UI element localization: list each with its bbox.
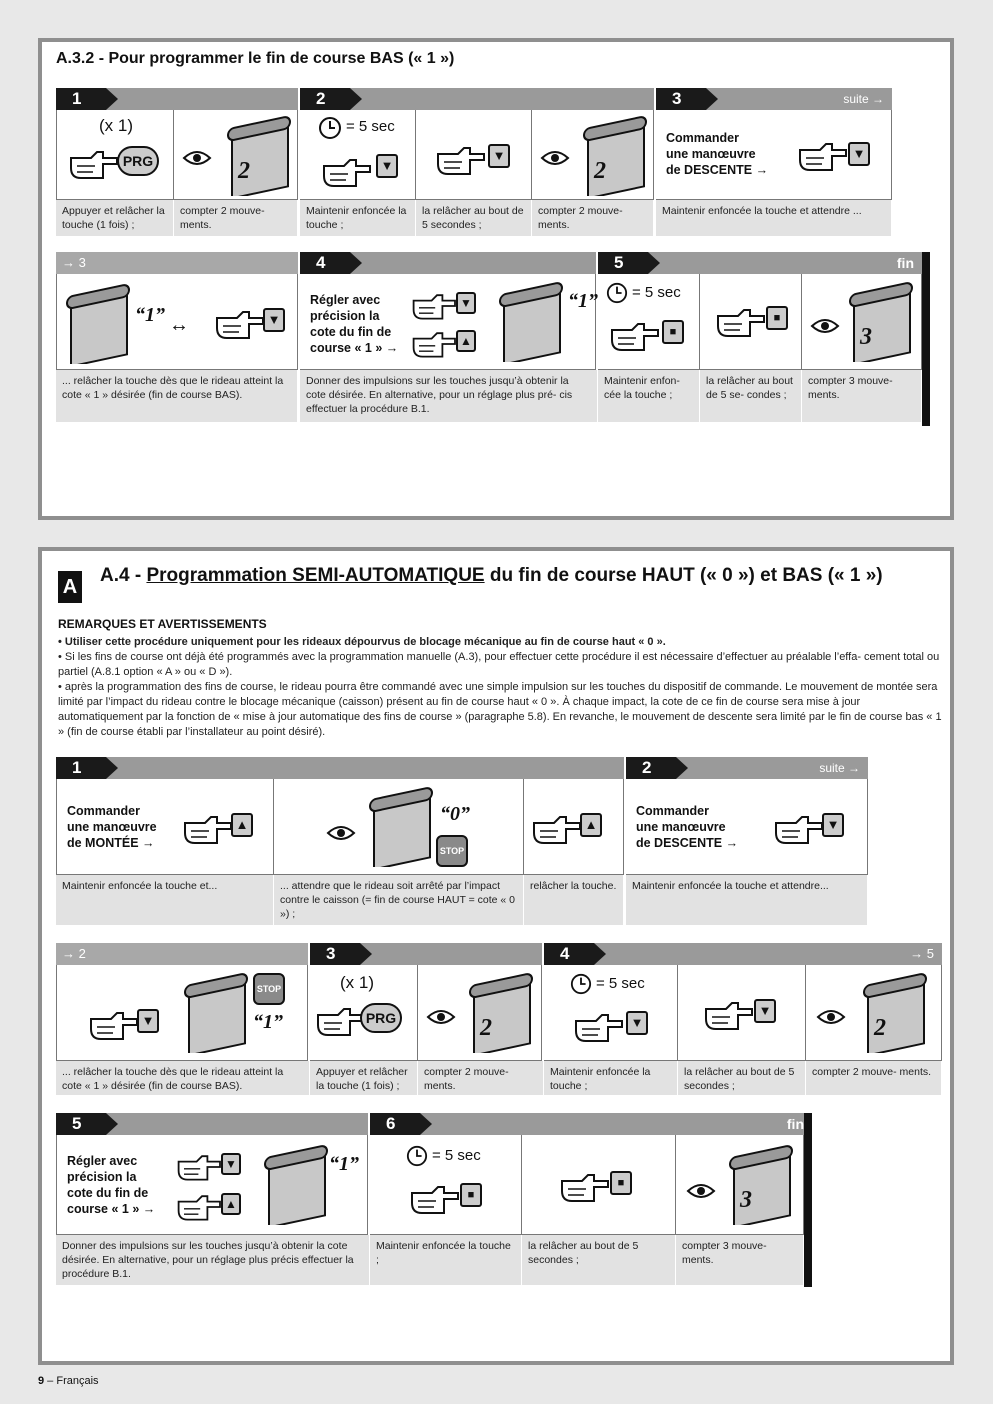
section-a4-panel (38, 547, 954, 1365)
down-button[interactable]: ▼ (822, 813, 844, 837)
step-cell (676, 1135, 804, 1235)
limit-label: “1” (253, 1011, 283, 1033)
step-cell (524, 779, 624, 875)
instruction-line: Régler avec (67, 1154, 138, 1168)
step-cell (174, 110, 298, 200)
blind-icon (580, 116, 650, 196)
title-suffix: du fin de course HAUT (« 0 ») et BAS (« 1 ») (484, 565, 883, 586)
caption: la relâcher au bout de 5 secondes ; (678, 1061, 806, 1095)
step-header (56, 757, 624, 779)
caption: Appuyer et relâcher la touche (1 fois) ; (56, 200, 174, 236)
blind-icon (366, 787, 436, 867)
movement-count: 2 (238, 158, 250, 184)
caption: ... attendre que le rideau soit arrêté par l’impact contre le caisson (= fin de course HAUT = cote « 0 ») ; (274, 875, 524, 925)
step-header (300, 88, 654, 110)
step-number: 3 (656, 88, 706, 110)
step-header (656, 88, 892, 110)
duration-label: = 5 sec (632, 284, 681, 301)
movement-count: 2 (874, 1015, 886, 1041)
instruction-line: course « 1 » → (67, 1202, 156, 1216)
caption: la relâcher au bout de 5 secondes ; (522, 1235, 676, 1285)
duration-label: = 5 sec (346, 118, 395, 135)
prg-button[interactable]: PRG (117, 146, 159, 176)
hand-icon (608, 316, 668, 356)
movement-count: 2 (480, 1015, 492, 1041)
remarks-heading: REMARQUES ET AVERTISSEMENTS (58, 617, 267, 631)
suite-label: suite → (843, 92, 884, 106)
eye-icon (426, 1007, 456, 1027)
blind-icon (181, 973, 251, 1053)
step-cell (700, 274, 802, 370)
step-header (300, 252, 596, 274)
instruction-line: Commander (636, 804, 709, 818)
up-button[interactable]: ▲ (231, 813, 253, 837)
step-number: 4 (544, 943, 594, 965)
down-button[interactable]: ▼ (137, 1009, 159, 1033)
down-button[interactable]: ▼ (456, 292, 476, 314)
caption: Maintenir enfoncée la touche ; (300, 200, 416, 236)
down-button[interactable]: ▼ (488, 144, 510, 168)
instruction-line: de MONTÉE → (67, 836, 155, 850)
instruction-line: précision la (67, 1170, 137, 1184)
title-prefix: A.4 - (100, 565, 147, 586)
step-cell (532, 110, 654, 200)
blind-icon (726, 1145, 796, 1225)
down-button[interactable]: ▼ (626, 1011, 648, 1035)
caption: Maintenir enfoncée la touche et attendre ... (656, 200, 892, 236)
hand-icon (434, 140, 494, 180)
next-label: → 5 (910, 946, 934, 961)
step-cell (416, 110, 532, 200)
eye-icon (540, 148, 570, 168)
suite-label: suite → (819, 761, 860, 775)
caption: compter 2 mouve- ments. (806, 1061, 942, 1095)
step-cell (802, 274, 922, 370)
limit-label: “1” (135, 304, 165, 326)
hand-icon (408, 1179, 468, 1219)
movement-count: 3 (860, 324, 872, 350)
caption: Maintenir enfon- cée la touche ; (598, 370, 700, 422)
double-arrow-icon: ↔ (169, 314, 189, 336)
step-cell (598, 274, 700, 370)
step-header (56, 1113, 368, 1135)
step-cell (522, 1135, 676, 1235)
instruction-line: Commander (67, 804, 140, 818)
instruction-line: une manœuvre (666, 147, 756, 161)
stop-sign-icon: STOP (436, 835, 468, 867)
eye-icon (686, 1181, 716, 1201)
title-underlined: Programmation SEMI-AUTOMATIQUE (146, 565, 485, 586)
step-cell (56, 965, 308, 1061)
page-footer (38, 1375, 99, 1387)
blind-icon (466, 973, 536, 1053)
instruction-line: précision la (310, 309, 380, 323)
step-header (598, 252, 922, 274)
section-a32-title: A.3.2 - Pour programmer le fin de course BAS (« 1 ») (56, 50, 455, 67)
caption: Maintenir enfoncée la touche ; (544, 1061, 678, 1095)
step-number: 2 (300, 88, 350, 110)
duration-label: = 5 sec (596, 975, 645, 992)
repeat-count: (x 1) (340, 973, 374, 992)
caption: Appuyer et relâcher la touche (1 fois) ; (310, 1061, 418, 1095)
step-header (310, 943, 542, 965)
step-number: 6 (370, 1113, 420, 1135)
caption: la relâcher au bout de 5 se- condes ; (700, 370, 802, 422)
blind-icon (261, 1145, 331, 1225)
movement-count: 2 (594, 158, 606, 184)
step-cell (678, 965, 806, 1061)
section-a32-panel (38, 38, 954, 520)
step-header (56, 88, 298, 110)
stop-button[interactable]: ■ (460, 1183, 482, 1207)
step-cell (626, 779, 868, 875)
step-cell (56, 1135, 368, 1235)
a32-row2 (56, 252, 930, 426)
caption: Donner des impulsions sur les touches jusqu’à obtenir la cote désirée. En alternative, pour un réglage plus pré- cis effectuer la procédure B.1. (300, 370, 598, 422)
step-number: 2 (626, 757, 676, 779)
hand-icon (714, 302, 774, 342)
step-header (370, 1113, 812, 1135)
step-number: 1 (56, 757, 106, 779)
step-cell (310, 965, 418, 1061)
remark-item: • après la programmation des fins de course, le rideau pourra être commandé avec une simple impulsion sur les touches du dispositif de commande. Le mouvement de montée sera limité par l’impact du rideau contre le blocage mécanique (caisson) présent au fin de course haut « 0 ». À chaque impact, la cote de ce fin de course sera mise à jour automatiquement par la fonction de « mise à jour automatique des fins de course » (paragraphe 5.8). En revanche, le mouvement de descente sera limité par le fin de course bas « 1 » (fin de course établi par l’installateur au point désiré). (58, 681, 942, 738)
step-number: 1 (56, 88, 106, 110)
caption: compter 2 mouve- ments. (532, 200, 654, 236)
hand-icon (320, 152, 380, 192)
a4-row3 (56, 1113, 812, 1287)
blind-icon (63, 284, 133, 364)
eye-icon (182, 148, 212, 168)
step-cell (56, 274, 298, 370)
caption: compter 2 mouve- ments. (174, 200, 298, 236)
instruction-line: une manœuvre (636, 820, 726, 834)
caption: compter 2 mouve- ments. (418, 1061, 544, 1095)
down-button[interactable]: ▼ (848, 142, 870, 166)
repeat-count: (x 1) (99, 116, 133, 135)
clock-icon (318, 116, 342, 140)
eye-icon (326, 823, 356, 843)
clock-icon (570, 973, 592, 995)
step-cell (300, 274, 596, 370)
step-cell (370, 1135, 522, 1235)
duration-label: = 5 sec (432, 1147, 481, 1164)
down-button[interactable]: ▼ (263, 308, 285, 332)
a4-row2 (56, 943, 942, 1095)
section-badge: A (58, 571, 82, 603)
down-button[interactable]: ▼ (221, 1153, 241, 1175)
step-cell (274, 779, 524, 875)
instruction-line: de DESCENTE → (636, 836, 739, 850)
page-number: 9 (38, 1375, 45, 1387)
continuation-header (56, 943, 308, 965)
down-button[interactable]: ▼ (376, 154, 398, 178)
instruction-line: Commander (666, 131, 739, 145)
movement-count: 3 (740, 1187, 752, 1213)
instruction-line: de DESCENTE → (666, 163, 769, 177)
blind-icon (224, 116, 294, 196)
caption: ... relâcher la touche dès que le rideau atteint la cote « 1 » désirée (fin de course BAS). (56, 1061, 310, 1095)
caption: relâcher la touche. (524, 875, 624, 925)
instruction-line: cote du fin de (67, 1186, 149, 1200)
caption: Maintenir enfoncée la touche ; (370, 1235, 522, 1285)
a32-row1 (56, 88, 892, 238)
step-header (544, 943, 942, 965)
caption: compter 3 mouve- ments. (802, 370, 922, 422)
stop-sign-icon: STOP (253, 973, 285, 1005)
eye-icon (816, 1007, 846, 1027)
up-button[interactable]: ▲ (456, 330, 476, 352)
instruction-line: Régler avec (310, 293, 381, 307)
down-button[interactable]: ▼ (754, 999, 776, 1023)
remark-item: • Utiliser cette procédure uniquement pour les rideaux dépourvus de blocage mécanique au fin de course haut « 0 ». (58, 636, 666, 648)
step-cell (418, 965, 542, 1061)
clock-icon (606, 282, 628, 304)
caption: la relâcher au bout de 5 secondes ; (416, 200, 532, 236)
step-number: 5 (56, 1113, 106, 1135)
blind-icon (860, 973, 930, 1053)
caption: Maintenir enfoncée la touche et... (56, 875, 274, 925)
hand-icon (796, 136, 856, 176)
eye-icon (810, 316, 840, 336)
caption: compter 3 mouve- ments. (676, 1235, 804, 1285)
end-label: fin (896, 255, 914, 271)
end-bar (922, 252, 930, 426)
section-a4-title (100, 565, 883, 587)
stop-button[interactable]: ■ (610, 1171, 632, 1195)
step-cell (544, 965, 678, 1061)
step-number: 5 (598, 252, 648, 274)
hand-icon (572, 1007, 632, 1047)
limit-label: “0” (440, 803, 470, 825)
clock-icon (406, 1145, 428, 1167)
end-label: fin (786, 1116, 804, 1132)
continuation-header (56, 252, 298, 274)
blind-icon (846, 282, 916, 362)
hand-icon (558, 1167, 618, 1207)
remark-item: • Si les fins de course ont déjà été programmés avec la programmation manuelle (A.3), pour effectuer cette procédure il est nécessaire d’effectuer au préalable l’effa- cement total ou partiel (A.8.1 option « A » ou « D »). (58, 651, 940, 678)
a4-row1 (56, 757, 868, 927)
prg-button[interactable]: PRG (360, 1003, 402, 1033)
remarks-list (58, 635, 942, 740)
instruction-line: cote du fin de (310, 325, 392, 339)
instruction-line: course « 1 » → (310, 341, 399, 355)
step-cell (656, 110, 892, 200)
step-number: 4 (300, 252, 350, 274)
instruction-line: une manœuvre (67, 820, 157, 834)
step-cell (56, 110, 174, 200)
step-header (626, 757, 868, 779)
step-cell (806, 965, 942, 1061)
caption: ... relâcher la touche dès que le rideau atteint la cote « 1 » désirée (fin de course BAS). (56, 370, 298, 422)
step-cell (300, 110, 416, 200)
limit-label: “1” (568, 290, 598, 312)
up-button[interactable]: ▲ (580, 813, 602, 837)
step-cell (56, 779, 274, 875)
continuation-label: → 3 (62, 255, 86, 270)
blind-icon (496, 282, 566, 362)
up-button[interactable]: ▲ (221, 1193, 241, 1215)
language-label: – Français (44, 1375, 99, 1387)
caption: Donner des impulsions sur les touches jusqu’à obtenir la cote désirée. En alternative, pour un réglage plus précis effectuer la procédure B.1. (56, 1235, 370, 1285)
end-bar (804, 1113, 812, 1287)
continuation-label: → 2 (62, 946, 86, 961)
step-number: 3 (310, 943, 360, 965)
hand-icon (702, 995, 762, 1035)
limit-label: “1” (329, 1153, 359, 1175)
caption: Maintenir enfoncée la touche et attendre... (626, 875, 868, 925)
stop-button[interactable]: ■ (662, 320, 684, 344)
stop-button[interactable]: ■ (766, 306, 788, 330)
